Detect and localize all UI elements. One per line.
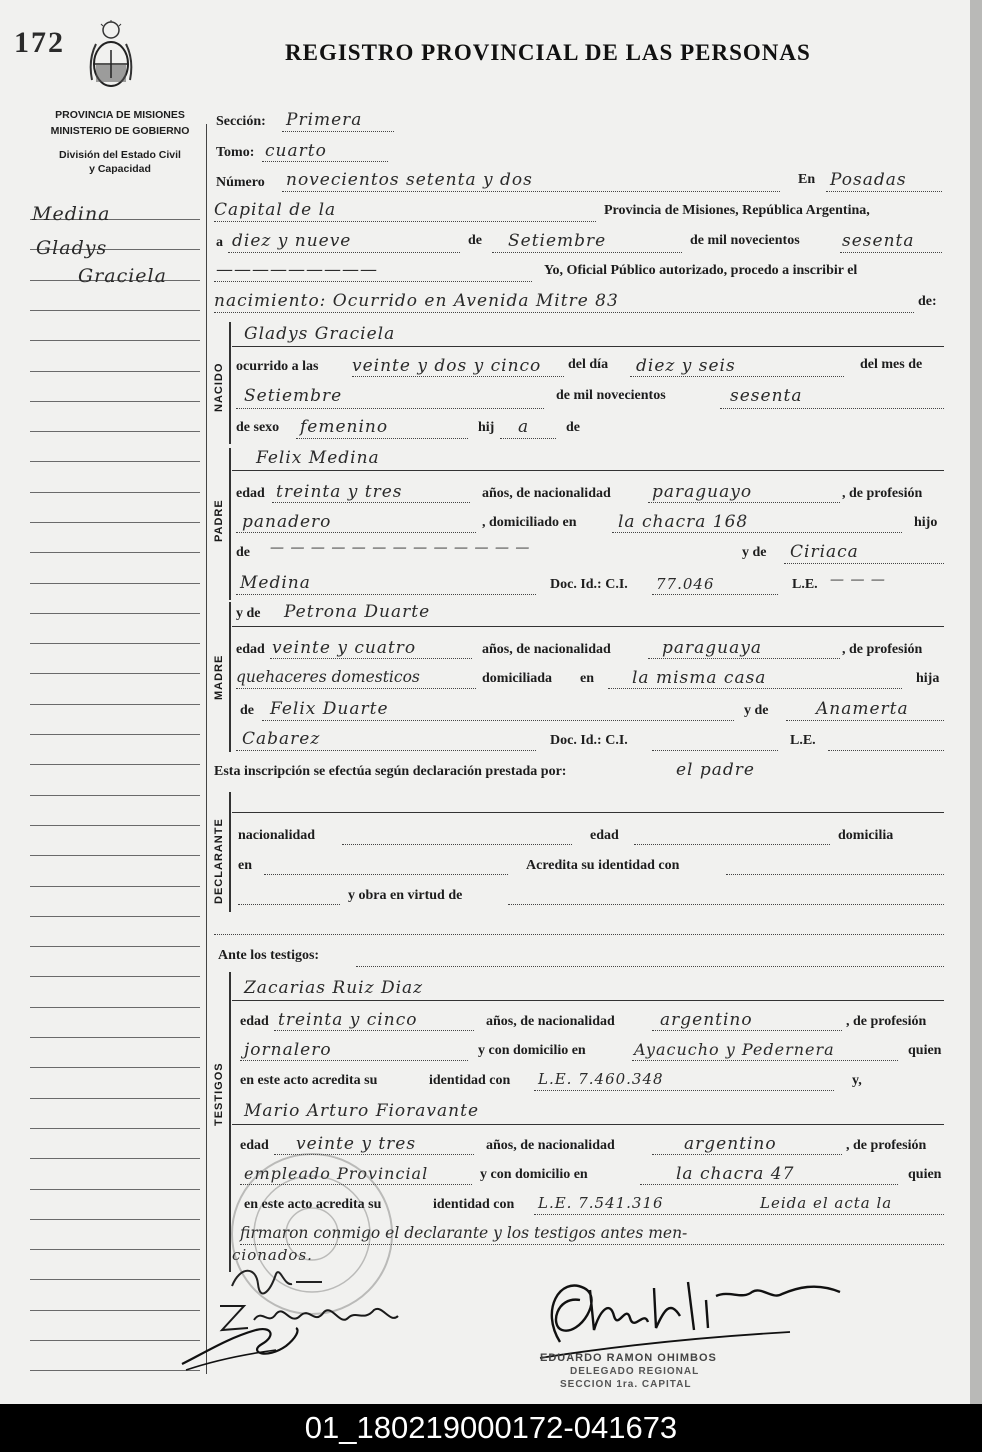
padre-ci: 77.046 <box>656 575 715 593</box>
de-mil-label: de mil novecientos <box>690 233 800 248</box>
lugar-line <box>826 191 942 192</box>
hija-label: hija <box>916 671 940 686</box>
madre-madre-line <box>786 720 944 721</box>
nacido-bar <box>229 322 231 444</box>
margin-first-name: Gladys <box>36 237 108 259</box>
madre-label: MADRE <box>213 654 225 700</box>
de-mil-nac-label: de mil novecientos <box>556 388 666 403</box>
stamp-office: SECCION 1ra. CAPITAL <box>560 1379 692 1390</box>
padre-nacionalidad: paraguayo <box>652 482 753 502</box>
a-label: a <box>216 235 223 250</box>
margin-rule <box>30 613 200 614</box>
padre-prof-label: , de profesión <box>842 486 923 501</box>
madre-de-label: de <box>240 703 254 718</box>
t2-quien-label: quien <box>908 1167 942 1182</box>
margin-rule <box>30 673 200 674</box>
decl-nac-label: nacionalidad <box>238 828 316 843</box>
madre-hija-line <box>262 720 734 721</box>
madre-le-label: L.E. <box>790 733 816 748</box>
madre-profesion: quehaceres domesticos <box>236 668 420 686</box>
margin-rule <box>30 916 200 917</box>
margin-rule <box>30 1370 200 1371</box>
t1-nacionalidad: argentino <box>660 1010 753 1030</box>
yo-label: Yo, Oficial Público autorizado, procedo a inscribir el <box>544 263 858 278</box>
en-label: En <box>798 172 816 187</box>
province-name: PROVINCIA DE MISIONES <box>55 109 185 121</box>
mes-line <box>492 252 682 253</box>
madre-doc-label: Doc. Id.: C.I. <box>550 733 628 748</box>
t2-identidad-label: identidad con <box>433 1197 515 1212</box>
testigos-label: TESTIGOS <box>213 1062 225 1126</box>
stamp-title: DELEGADO REGIONAL <box>570 1366 700 1377</box>
margin-rule <box>30 431 200 432</box>
madre-nacionalidad: paraguaya <box>662 638 762 658</box>
del-mes-label: del mes de <box>860 357 923 372</box>
declarante-label: DECLARANTE <box>213 818 225 904</box>
t2-doc-line <box>534 1214 944 1215</box>
mes-nac-line <box>236 408 544 409</box>
margin-rule <box>30 1158 200 1159</box>
declarante-bar <box>229 792 231 912</box>
nacido-hij: a <box>518 417 530 437</box>
cierre-text: firmaron conmigo el declarante y los testigos antes men- <box>240 1224 688 1242</box>
de-colon-label: de: <box>918 294 937 309</box>
margin-rule <box>30 1279 200 1280</box>
margin-rule <box>30 583 200 584</box>
tomo-line <box>262 161 388 162</box>
t2-acredita-label: en este acto acredita su <box>244 1197 382 1212</box>
madre-apellido: Cabarez <box>242 729 321 749</box>
declarante-nombre-line <box>232 812 944 813</box>
padre-dom-label: , domiciliado en <box>482 515 577 530</box>
margin-rule <box>30 1340 200 1341</box>
t1-nombre: Zacarias Ruiz Diaz <box>244 978 424 998</box>
capital-line <box>214 221 596 222</box>
margin-rule <box>30 855 200 856</box>
t2-dom-line <box>640 1184 898 1185</box>
madre-dom-label: domiciliada <box>482 671 553 686</box>
margin-rule <box>30 1249 200 1250</box>
cierre-text-2: cionados. <box>232 1246 313 1264</box>
t1-prof-label: , de profesión <box>846 1014 927 1029</box>
t2-nombre-line <box>232 1124 944 1125</box>
de-label-2: de <box>566 420 580 435</box>
nacido-mes: Setiembre <box>244 386 343 406</box>
padre-y-de-label: y de <box>742 545 767 560</box>
margin-rule <box>30 1219 200 1220</box>
page-edge <box>970 0 982 1404</box>
padre-prof-line <box>236 532 476 533</box>
padre-edad-line <box>272 502 470 503</box>
padre-edad-label: edad <box>236 486 265 501</box>
t2-profesion: empleado Provincial <box>244 1164 429 1183</box>
division-name-cont: y Capacidad <box>89 163 151 175</box>
padre-nombre: Felix Medina <box>256 448 380 468</box>
padre-bar <box>229 448 231 600</box>
padre-dom-line <box>612 532 902 533</box>
decl-edad-line <box>634 844 830 845</box>
padre-label: PADRE <box>213 499 225 542</box>
margin-rule <box>30 1128 200 1129</box>
nacido-label: NACIDO <box>213 362 225 412</box>
declarant-signature <box>226 1262 336 1296</box>
decl-obra-line <box>508 904 944 905</box>
padre-edad: treinta y tres <box>276 482 403 502</box>
padre-madre-line <box>784 563 944 564</box>
t2-doc: L.E. 7.541.316 <box>538 1194 664 1212</box>
de-label: de <box>468 233 482 248</box>
madre-en-label: en <box>580 671 594 686</box>
t1-acredita-label: en este acto acredita su <box>240 1073 378 1088</box>
file-id-caption: 01_180219000172-041673 <box>0 1404 982 1452</box>
margin-second-name: Graciela <box>78 265 167 287</box>
nacido-sexo: femenino <box>300 417 389 437</box>
t1-dom-label: y con domicilio en <box>478 1043 586 1058</box>
madre-bar <box>229 602 231 752</box>
seccion-label: Sección: <box>216 114 266 129</box>
t2-nac-label: años, de nacionalidad <box>486 1138 615 1153</box>
padre-ci-line <box>652 594 778 595</box>
padre-nac-label: años, de nacionalidad <box>482 486 611 501</box>
provincia-label: Provincia de Misiones, República Argentina, <box>604 203 870 218</box>
dia-line <box>228 252 460 253</box>
margin-rule <box>30 1189 200 1190</box>
margin-rule <box>30 1007 200 1008</box>
padre-domicilio: la chacra 168 <box>618 512 749 532</box>
del-dia-label: del día <box>568 357 609 372</box>
seccion-line <box>282 131 394 132</box>
margin-rule <box>30 643 200 644</box>
padre-profesion: panadero <box>242 512 332 532</box>
numero-value: novecientos setenta y dos <box>286 170 533 190</box>
margin-rule <box>30 401 200 402</box>
nacido-anio: sesenta <box>730 386 803 406</box>
capital-value: Capital de la <box>214 200 337 220</box>
madre-hija-de: Felix Duarte <box>270 699 389 719</box>
yo-line <box>214 281 532 282</box>
madre-y-de-2-label: y de <box>744 703 769 718</box>
margin-rule <box>30 340 200 341</box>
decl-doc-line <box>238 904 340 905</box>
ante-line <box>356 966 944 967</box>
decl-domicilia-label: domicilia <box>838 828 894 843</box>
hora-line <box>352 376 564 377</box>
t1-nac-label: años, de nacionalidad <box>486 1014 615 1029</box>
inscribir-value: nacimiento: Ocurrido en Avenida Mitre 83 <box>214 291 619 311</box>
dia-nac-line <box>630 376 844 377</box>
dia-value: diez y nueve <box>232 231 352 251</box>
t2-dom-label: y con domicilio en <box>480 1167 588 1182</box>
decl-en-line <box>264 874 508 875</box>
madre-dom-line <box>608 688 902 689</box>
t2-edad-label: edad <box>240 1138 269 1153</box>
decl-acredita-label: Acredita su identidad con <box>526 858 680 873</box>
tomo-value: cuarto <box>265 141 327 161</box>
madre-ci-line <box>652 750 778 751</box>
padre-madre-de: Ciriaca <box>790 542 859 562</box>
t2-nombre: Mario Arturo Fioravante <box>244 1101 480 1121</box>
madre-prof-line <box>236 688 476 689</box>
margin-surname: Medina <box>32 203 111 225</box>
seccion-value: Primera <box>286 110 363 130</box>
ministry-name: MINISTERIO DE GOBIERNO <box>50 125 190 137</box>
margin-rule <box>30 552 200 553</box>
lugar-value: Posadas <box>830 170 907 190</box>
numero-label: Número <box>216 175 265 190</box>
decl-en-label: en <box>238 858 252 873</box>
t1-domicilio: Ayacucho y Pedernera <box>634 1040 835 1059</box>
madre-nombre-line <box>232 626 944 627</box>
margin-rule <box>30 886 200 887</box>
padre-le-label: L.E. <box>792 577 818 592</box>
decl-extra-line <box>214 934 944 935</box>
t1-doc-line <box>534 1090 834 1091</box>
hij-label: hij <box>478 420 495 435</box>
hijo-label: hijo <box>914 515 938 530</box>
t2-domicilio: la chacra 47 <box>676 1164 795 1184</box>
margin-rule <box>30 976 200 977</box>
padre-apellido-line <box>236 594 536 595</box>
margin-divider <box>206 124 207 1374</box>
padre-nac-line <box>648 502 840 503</box>
margin-rule <box>30 371 200 372</box>
decl-acredita-line <box>726 874 944 875</box>
margin-rule <box>30 1098 200 1099</box>
document-number: 172 <box>14 26 65 59</box>
decl-obra-label: y obra en virtud de <box>348 888 463 903</box>
nacido-nombre: Gladys Graciela <box>244 324 396 344</box>
t2-prof-label: , de profesión <box>846 1138 927 1153</box>
t1-identidad-label: identidad con <box>429 1073 511 1088</box>
ante-label: Ante los testigos: <box>218 948 320 963</box>
margin-rule <box>30 825 200 826</box>
margin-rule <box>30 946 200 947</box>
margin-rule <box>30 1067 200 1068</box>
t1-dom-line <box>632 1060 898 1061</box>
margin-rule <box>30 1310 200 1311</box>
padre-apellido: Medina <box>240 573 311 593</box>
madre-edad: veinte y cuatro <box>272 638 417 658</box>
inscripcion-label: Esta inscripción se efectúa según declaración prestada por: <box>214 764 567 779</box>
margin-rule <box>30 704 200 705</box>
division-name: División del Estado Civil <box>59 149 181 161</box>
padre-doc-label: Doc. Id.: C.I. <box>550 577 628 592</box>
t2-nac-line <box>652 1154 842 1155</box>
margin-rule <box>30 734 200 735</box>
t1-doc: L.E. 7.460.348 <box>538 1070 664 1088</box>
witness-2-signature <box>176 1320 306 1372</box>
t1-nombre-line <box>232 1000 944 1001</box>
leida-text: Leida el acta la <box>760 1194 893 1212</box>
madre-y-de-label: y de <box>236 606 261 621</box>
coat-of-arms-emblem <box>86 20 136 94</box>
sexo-line <box>296 438 468 439</box>
numero-line <box>282 191 780 192</box>
t1-quien-label: quien <box>908 1043 942 1058</box>
margin-rule <box>30 522 200 523</box>
t1-edad-line <box>274 1030 474 1031</box>
padre-nombre-line <box>232 470 944 471</box>
margin-rule <box>30 795 200 796</box>
document-title: REGISTRO PROVINCIAL DE LAS PERSONAS <box>285 40 811 65</box>
padre-le: — — — <box>830 572 886 588</box>
tomo-label: Tomo: <box>216 145 255 160</box>
anio-nac-line <box>720 408 944 409</box>
t1-profesion: jornalero <box>244 1040 332 1060</box>
madre-le-line <box>828 750 944 751</box>
madre-prof-label: , de profesión <box>842 642 923 657</box>
margin-rule <box>30 310 200 311</box>
madre-nac-label: años, de nacionalidad <box>482 642 611 657</box>
margin-rule <box>30 764 200 765</box>
nacido-nombre-line <box>232 346 944 347</box>
dash-fill: ————————— <box>216 260 378 280</box>
t1-nac-line <box>652 1030 842 1031</box>
t1-prof-line <box>240 1060 468 1061</box>
anio-line <box>840 252 942 253</box>
madre-edad-label: edad <box>236 642 265 657</box>
t2-edad: veinte y tres <box>296 1134 417 1154</box>
padre-hijo-de: — — — — — — — — — — — — — <box>270 540 531 556</box>
nacido-hora: veinte y dos y cinco <box>352 356 542 376</box>
madre-apellido-line <box>236 750 536 751</box>
decl-nac-line <box>342 844 572 845</box>
madre-edad-line <box>270 658 472 659</box>
padre-de-label: de <box>236 545 250 560</box>
anio-value: sesenta <box>842 231 915 251</box>
madre-nac-line <box>648 658 840 659</box>
t1-y-label: y, <box>852 1073 862 1088</box>
de-sexo-label: de sexo <box>236 420 280 435</box>
t1-edad-label: edad <box>240 1014 269 1029</box>
margin-rule <box>30 1037 200 1038</box>
madre-madre-de: Anamerta <box>816 699 909 719</box>
stamp-name: EDUARDO RAMON OHIMBOS <box>540 1352 717 1364</box>
margin-rule <box>30 461 200 462</box>
ocurrido-label: ocurrido a las <box>236 359 319 374</box>
hij-line <box>500 438 556 439</box>
t1-edad: treinta y cinco <box>278 1010 418 1030</box>
decl-edad-label: edad <box>590 828 619 843</box>
declarante-por: el padre <box>676 760 755 780</box>
inscribir-line <box>214 312 914 313</box>
madre-domicilio: la misma casa <box>632 668 767 688</box>
margin-rule <box>30 492 200 493</box>
mes-value: Setiembre <box>508 231 607 251</box>
nacido-dia: diez y seis <box>636 356 736 376</box>
t2-nacionalidad: argentino <box>684 1134 777 1154</box>
madre-nombre: Petrona Duarte <box>284 602 431 622</box>
